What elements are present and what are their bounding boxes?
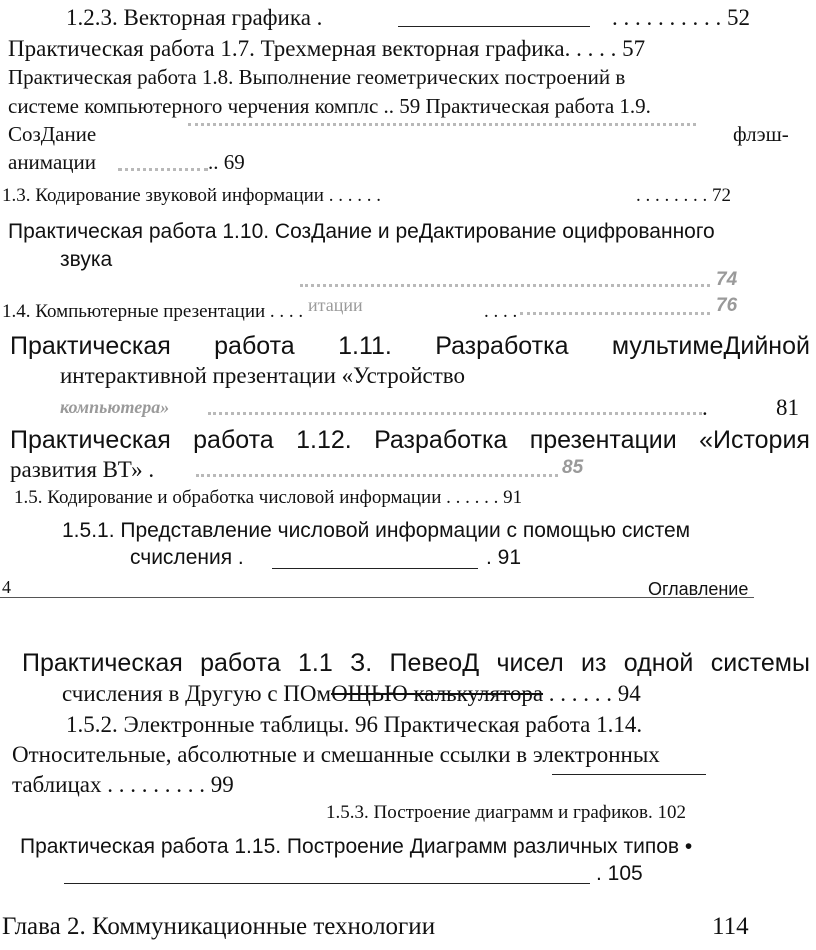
entry-text: 1.2.3. Векторная графика . [66,5,323,30]
toc-entry-1-5-1: 1.5.1. Представление числовой информации с помощью систем [62,519,691,542]
leader-rule [398,26,590,27]
toc-entry-pr-1-14: Относительные, абсолютные и смешанные ссылки в электронных [12,742,660,767]
word: Практическая [10,332,171,360]
entry-text-struck: ОЩЬЮ калькулятора [331,681,544,706]
entry-page-114: 114 [712,913,749,940]
entry-text: анимации [8,150,96,174]
toc-entry-pr-1-12-cont: развития ВТ» . [10,457,155,482]
leader-rule [552,774,706,775]
toc-entry-1-2-3 [66,6,322,29]
toc-entry-pr-1-14-cont: таблицах . . . . . . . . . 99 [12,772,234,797]
word: 1.11. [338,332,392,360]
leader-dots [208,412,702,415]
entry-page-72: . . . . . . . . 72 [636,185,731,206]
word: презентации [529,426,677,454]
toc-entry-pr-1-15: Практическая работа 1.15. Построение Диаграмм различных типов • [20,835,693,858]
leader-dots [196,474,558,477]
toc-entry-pr-1-11-cont: интерактивной презентации «Устройство [60,363,465,388]
entry-end: . [702,395,708,420]
entry-page-69: .. 69 [208,150,245,174]
word: «История [699,426,810,454]
leader-rule [64,883,590,884]
ghost-text: итации [308,295,363,315]
toc-entry-1-5: 1.5. Кодирование и обработка числовой информации . . . . . . 91 [14,487,523,508]
footer-rule [0,597,754,598]
leader-dots-text: . . . . [484,301,518,322]
word: 1.1 [298,649,333,677]
word: работа [200,649,281,677]
toc-entry-1-4: 1.4. Компьютерные презентации . . . . [2,301,304,322]
leader-dots [520,312,710,315]
word: из [581,649,607,677]
entry-page-94: . . . . . . 94 [548,681,641,706]
toc-entry-pr-1-11 [10,334,810,359]
toc-entry-pr-1-12 [10,428,810,453]
entry-page-81: 81 [776,395,799,420]
toc-entry-1-5-2: 1.5.2. Электронные таблицы. 96 Практическая работа 1.14. [66,712,643,737]
word: мультимеДийной [611,332,810,360]
word: Практическая [10,426,171,454]
entry-page-76: 76 [716,295,738,316]
entry-page-85: 85 [562,457,584,478]
toc-entry-1-3: 1.3. Кодирование звуковой информации . . . . . . [2,185,381,206]
word: Разработка [374,426,508,454]
toc-entry-pr-1-8-cont: системе компьютерного черчения комплс .. 59 Практическая работа 1.9. [8,94,651,118]
toc-entry-pr-1-9-word: флэш- [733,122,789,146]
word: работа [193,426,274,454]
word: одной [623,649,694,677]
word: ПевеоД [389,649,480,677]
entry-text: счисления в Другую с ПОм [62,681,332,706]
leader-rule [272,568,478,569]
word: Практическая [22,649,183,677]
leader-dots [300,284,710,287]
toc-entry-pr-1-13 [22,651,810,676]
word: работа [214,332,295,360]
entry-page-105: . 105 [596,862,643,885]
toc-entry-pr-1-10: Практическая работа 1.10. СозДание и реДактирование оцифрованного [8,220,715,243]
word: Разработка [435,332,569,360]
toc-entry-pr-1-9-cont [8,152,96,173]
toc-entry-pr-1-9: СозДание [8,122,97,146]
toc-entry-pr-1-8: Практическая работа 1.8. Выполнение геометрических построений в [8,65,626,89]
toc-chapter-2: Глава 2. Коммуникационные технологии [2,913,436,940]
toc-entry-pr-1-13-cont [62,682,641,705]
toc-entry-1-5-3: 1.5.3. Построение диаграмм и графиков. 102 [326,802,686,823]
word: 1.12. [296,426,352,454]
word: З. [350,649,373,677]
running-footer-title: Оглавление [648,579,749,599]
ghost-text: компьютера» [60,397,170,417]
leader-dots [118,168,208,171]
page-number: 4 [2,577,11,597]
word: системы [710,649,810,677]
toc-entry-pr-1-10-cont: звука [60,248,113,271]
leader-dots [188,123,696,126]
entry-page-52: . . . . . . . . . . 52 [612,5,750,30]
word: чисел [496,649,564,677]
toc-entry-1-5-1-cont: счисления . [130,546,244,569]
entry-page-74: 74 [716,269,738,290]
toc-entry-pr-1-7: Практическая работа 1.7. Трехмерная векторная графика. . . . . 57 [8,36,646,61]
entry-page-91: . 91 [486,546,522,569]
